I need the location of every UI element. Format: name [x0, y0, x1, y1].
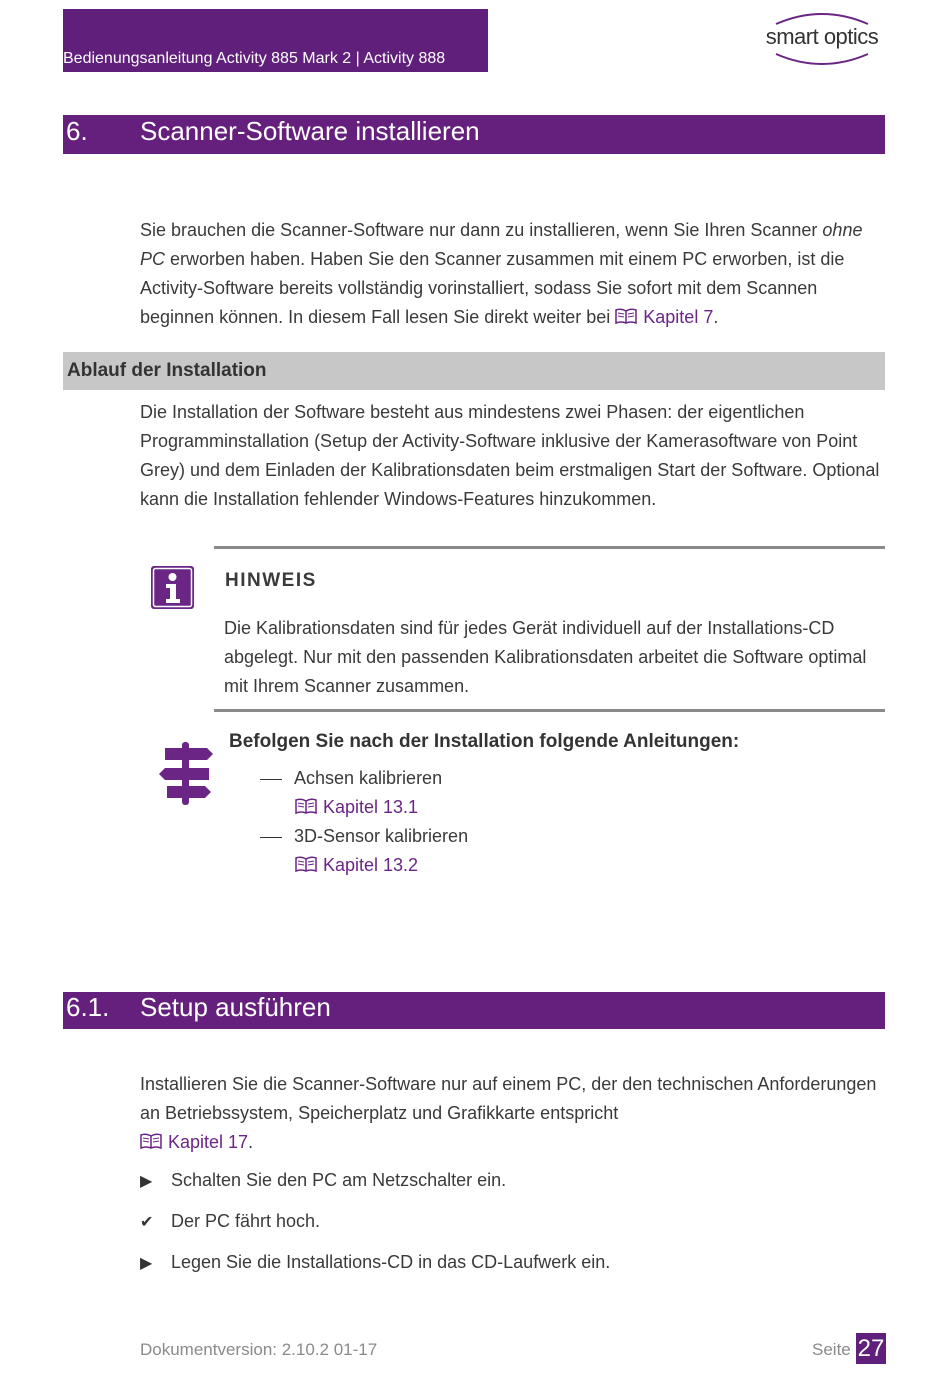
logo-text: smart optics [765, 24, 879, 49]
list-item-label: Achsen kalibrieren [294, 768, 443, 788]
note-bottom-rule [214, 709, 885, 712]
punctuation: . [248, 1132, 254, 1152]
step-arrow-icon: ▶ [140, 1255, 153, 1272]
section-title: Scanner-Software installieren [140, 116, 480, 146]
subheading-bar [63, 352, 885, 390]
page-number: 27 [857, 1335, 885, 1362]
section-heading-6-1 [63, 992, 885, 1029]
book-icon [140, 1132, 162, 1150]
list-item [260, 768, 442, 789]
link-label: Kapitel 13.1 [323, 797, 419, 817]
step-item [140, 1252, 610, 1273]
signpost-icon [157, 742, 215, 805]
checkmark-icon: ✔ [140, 1214, 154, 1231]
link-label: Kapitel 17 [168, 1132, 249, 1152]
step-arrow-icon: ▶ [140, 1173, 153, 1190]
info-icon [151, 566, 194, 609]
smart-optics-logo [756, 8, 888, 68]
link-kapitel-7[interactable] [615, 307, 713, 327]
dash-marker [260, 779, 282, 780]
link-kapitel-17[interactable] [140, 1132, 248, 1152]
page-label: Seite [812, 1340, 851, 1359]
section-number: 6.1. [66, 992, 110, 1022]
book-icon [615, 307, 637, 325]
subheading-title: Ablauf der Installation [67, 360, 267, 381]
list-item-label: 3D-Sensor kalibrieren [294, 826, 469, 846]
intro-emphasis: ohne PC [140, 220, 863, 269]
intro-text-continued: erworben haben. Haben Sie den Scanner zusammen mit einem PC erworben, ist die Activity-Software bereits vollständig vorinstalliert, sodass Sie sofort mit dem Scannen beginnen können. In diesem Fall lesen Sie direkt weiter bei [140, 249, 845, 327]
link-kapitel-13-1[interactable] [295, 797, 418, 818]
book-icon [295, 855, 317, 873]
book-icon [295, 797, 317, 815]
step-item [140, 1170, 506, 1191]
section-title: Setup ausführen [140, 992, 331, 1022]
punctuation: . [713, 307, 719, 327]
followup-title: Befolgen Sie nach der Installation folgende Anleitungen: [229, 731, 740, 752]
step-text: Der PC fährt hoch. [171, 1211, 321, 1231]
dash-marker [260, 837, 282, 838]
note-top-rule [214, 546, 885, 549]
document-version: Dokumentversion: 2.10.2 01-17 [140, 1340, 378, 1359]
step-result-item [140, 1211, 320, 1232]
intro-paragraph [140, 216, 885, 332]
document-title: Bedienungsanleitung Activity 885 Mark 2 | Activity 888 [63, 50, 446, 67]
section-number: 6. [66, 116, 88, 146]
list-item [260, 826, 468, 847]
ablauf-paragraph: Die Installation der Software besteht aus mindestens zwei Phasen: der eigentlichen Programminstallation (Setup der Activity-Software inklusive der Kamerasoftware von Point Grey) und dem Einladen der Kalibrationsdaten beim erstmaligen Start der Software. Optional kann die Installation fehlender Windows-Features hinzukommen. [140, 402, 880, 509]
step-text: Legen Sie die Installations-CD in das CD-Laufwerk ein. [171, 1252, 611, 1272]
setup-intro-paragraph [140, 1070, 885, 1157]
link-label: Kapitel 13.2 [323, 855, 419, 875]
link-label: Kapitel 7 [643, 307, 714, 327]
note-title: HINWEIS [225, 570, 317, 591]
intro-text: Sie brauchen die Scanner-Software nur dann zu installieren, wenn Sie Ihren Scanner [140, 220, 823, 240]
note-text: Die Kalibrationsdaten sind für jedes Gerät individuell auf der Installations-CD abgelegt. Nur mit den passenden Kalibrationsdaten arbeitet die Software optimal mit Ihrem Scanner zusammen. [224, 618, 867, 696]
step-text: Schalten Sie den PC am Netzschalter ein. [171, 1170, 507, 1190]
link-kapitel-13-2[interactable] [295, 855, 418, 876]
setup-intro-text: Installieren Sie die Scanner-Software nur auf einem PC, der den technischen Anforderungen an Betriebssystem, Speicherplatz und Grafikkarte entspricht [140, 1074, 877, 1123]
section-heading-6 [63, 115, 885, 154]
